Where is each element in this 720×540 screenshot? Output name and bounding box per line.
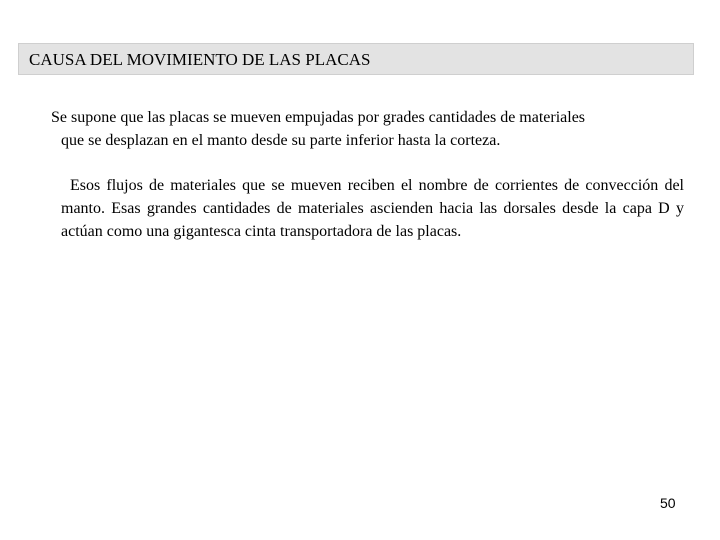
title-bar <box>18 43 694 75</box>
paragraph-intro-line-2: que se desplazan en el manto desde su parte inferior hasta la corteza. <box>61 132 501 149</box>
slide-title: CAUSA DEL MOVIMIENTO DE LAS PLACAS <box>29 50 371 69</box>
paragraph-intro <box>51 106 691 152</box>
paragraph-convection: Esos flujos de materiales que se mueven reciben el nombre de corrientes de convección del manto. Esas grandes cantidades de materiales ascienden hacia las dorsales desde la capa D y actúan como una gigantesca cinta transportadora de las placas. <box>61 177 684 240</box>
page-number: 50 <box>660 495 676 511</box>
paragraph-intro-line-1: Se supone que las placas se mueven empujadas por grades cantidades de materiales <box>51 109 586 126</box>
